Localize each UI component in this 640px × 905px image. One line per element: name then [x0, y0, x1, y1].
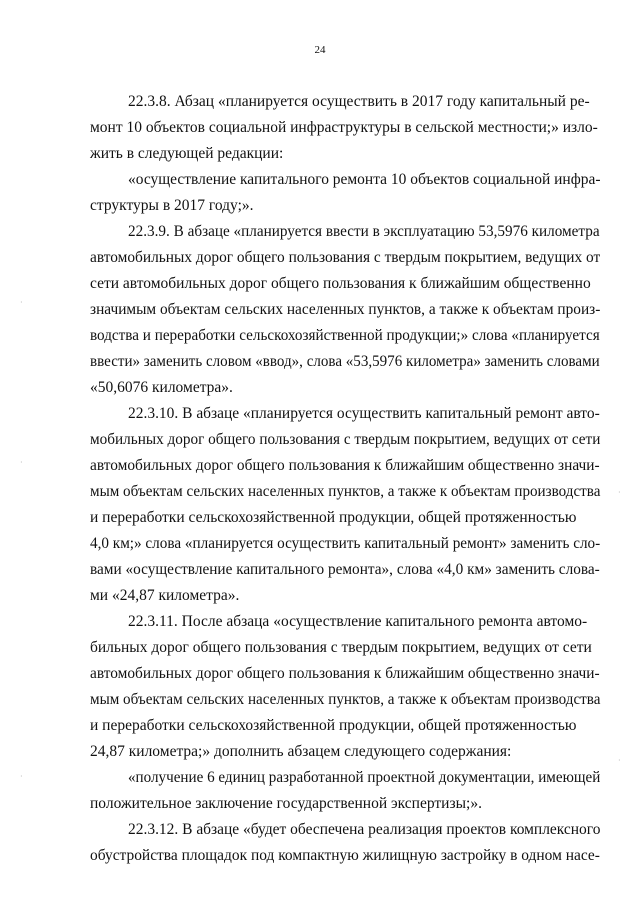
text-line: 22.3.11. После абзаца «осуществление капитального ремонта автомо-	[128, 613, 588, 630]
text-line: 24,87 километра;» дополнить абзацем следующего содержания:	[90, 743, 512, 760]
text-line: вами «осуществление капитального ремонта», слова «4,0 км» заменить слова-	[90, 561, 600, 578]
text-line: 4,0 км;» слова «планируется осуществить капитальный ремонт» заменить сло-	[90, 535, 601, 552]
text-line: положительное заключение государственной экспертизы;».	[90, 795, 482, 812]
text-line: 22.3.10. В абзаце «планируется осуществить капитальный ремонт авто-	[128, 405, 600, 422]
scan-artifact: ·	[20, 298, 23, 307]
text-line: жить в следующей редакции:	[90, 145, 284, 162]
text-line: структуры в 2017 году;».	[90, 197, 254, 214]
text-line: мым объектам сельских населенных пунктов, а также к объектам производства	[90, 483, 601, 500]
text-line: мобильных дорог общего пользования с твердым покрытием, ведущих от сети	[90, 431, 601, 448]
scan-artifact: ·	[20, 458, 23, 467]
text-line: водства и переработки сельскохозяйственной продукции;» слова «планируется	[90, 327, 600, 344]
text-line: ми «24,87 километра».	[90, 587, 240, 604]
text-line: монт 10 объектов социальной инфраструктуры в сельской местности;» изло-	[90, 119, 598, 136]
text-line: «50,6076 километра».	[90, 379, 233, 396]
text-line: сети автомобильных дорог общего пользования к ближайшим общественно	[90, 275, 591, 292]
scan-artifact: ·	[20, 772, 23, 781]
text-line: бильных дорог общего пользования с твердым покрытием, ведущих от сети	[90, 639, 592, 656]
text-line: и переработки сельскохозяйственной продукции, общей протяженностью	[90, 509, 577, 526]
text-line: ввести» заменить словом «ввод», слова «53,5976 километра» заменить словами	[90, 353, 600, 370]
text-line: «получение 6 единиц разработанной проектной документации, имеющей	[128, 769, 601, 786]
text-line: и переработки сельскохозяйственной продукции, общей протяженностью	[90, 717, 577, 734]
text-line: 22.3.9. В абзаце «планируется ввести в эксплуатацию 53,5976 километра	[128, 223, 600, 240]
text-line: автомобильных дорог общего пользования к ближайшим общественно значи-	[90, 457, 600, 474]
text-line: «осуществление капитального ремонта 10 объектов социальной инфра-	[128, 171, 601, 188]
scan-artifact: ·	[618, 756, 621, 765]
page-number: 24	[314, 44, 326, 56]
text-line: автомобильных дорог общего пользования с твердым покрытием, ведущих от	[90, 249, 601, 266]
text-line: автомобильных дорог общего пользования к ближайшим общественно значи-	[90, 665, 600, 682]
text-line: мым объектам сельских населенных пунктов, а также к объектам производства	[90, 691, 601, 708]
text-line: 22.3.8. Абзац «планируется осуществить в 2017 году капитальный ре-	[128, 93, 590, 110]
text-line: обустройства площадок под компактную жилищную застройку в одном насе-	[90, 847, 600, 864]
text-line: значимым объектам сельских населенных пунктов, а также к объектам произ-	[90, 301, 601, 318]
scan-artifact: ·	[618, 488, 621, 497]
text-line: 22.3.12. В абзаце «будет обеспечена реализация проектов комплексного	[128, 821, 601, 838]
